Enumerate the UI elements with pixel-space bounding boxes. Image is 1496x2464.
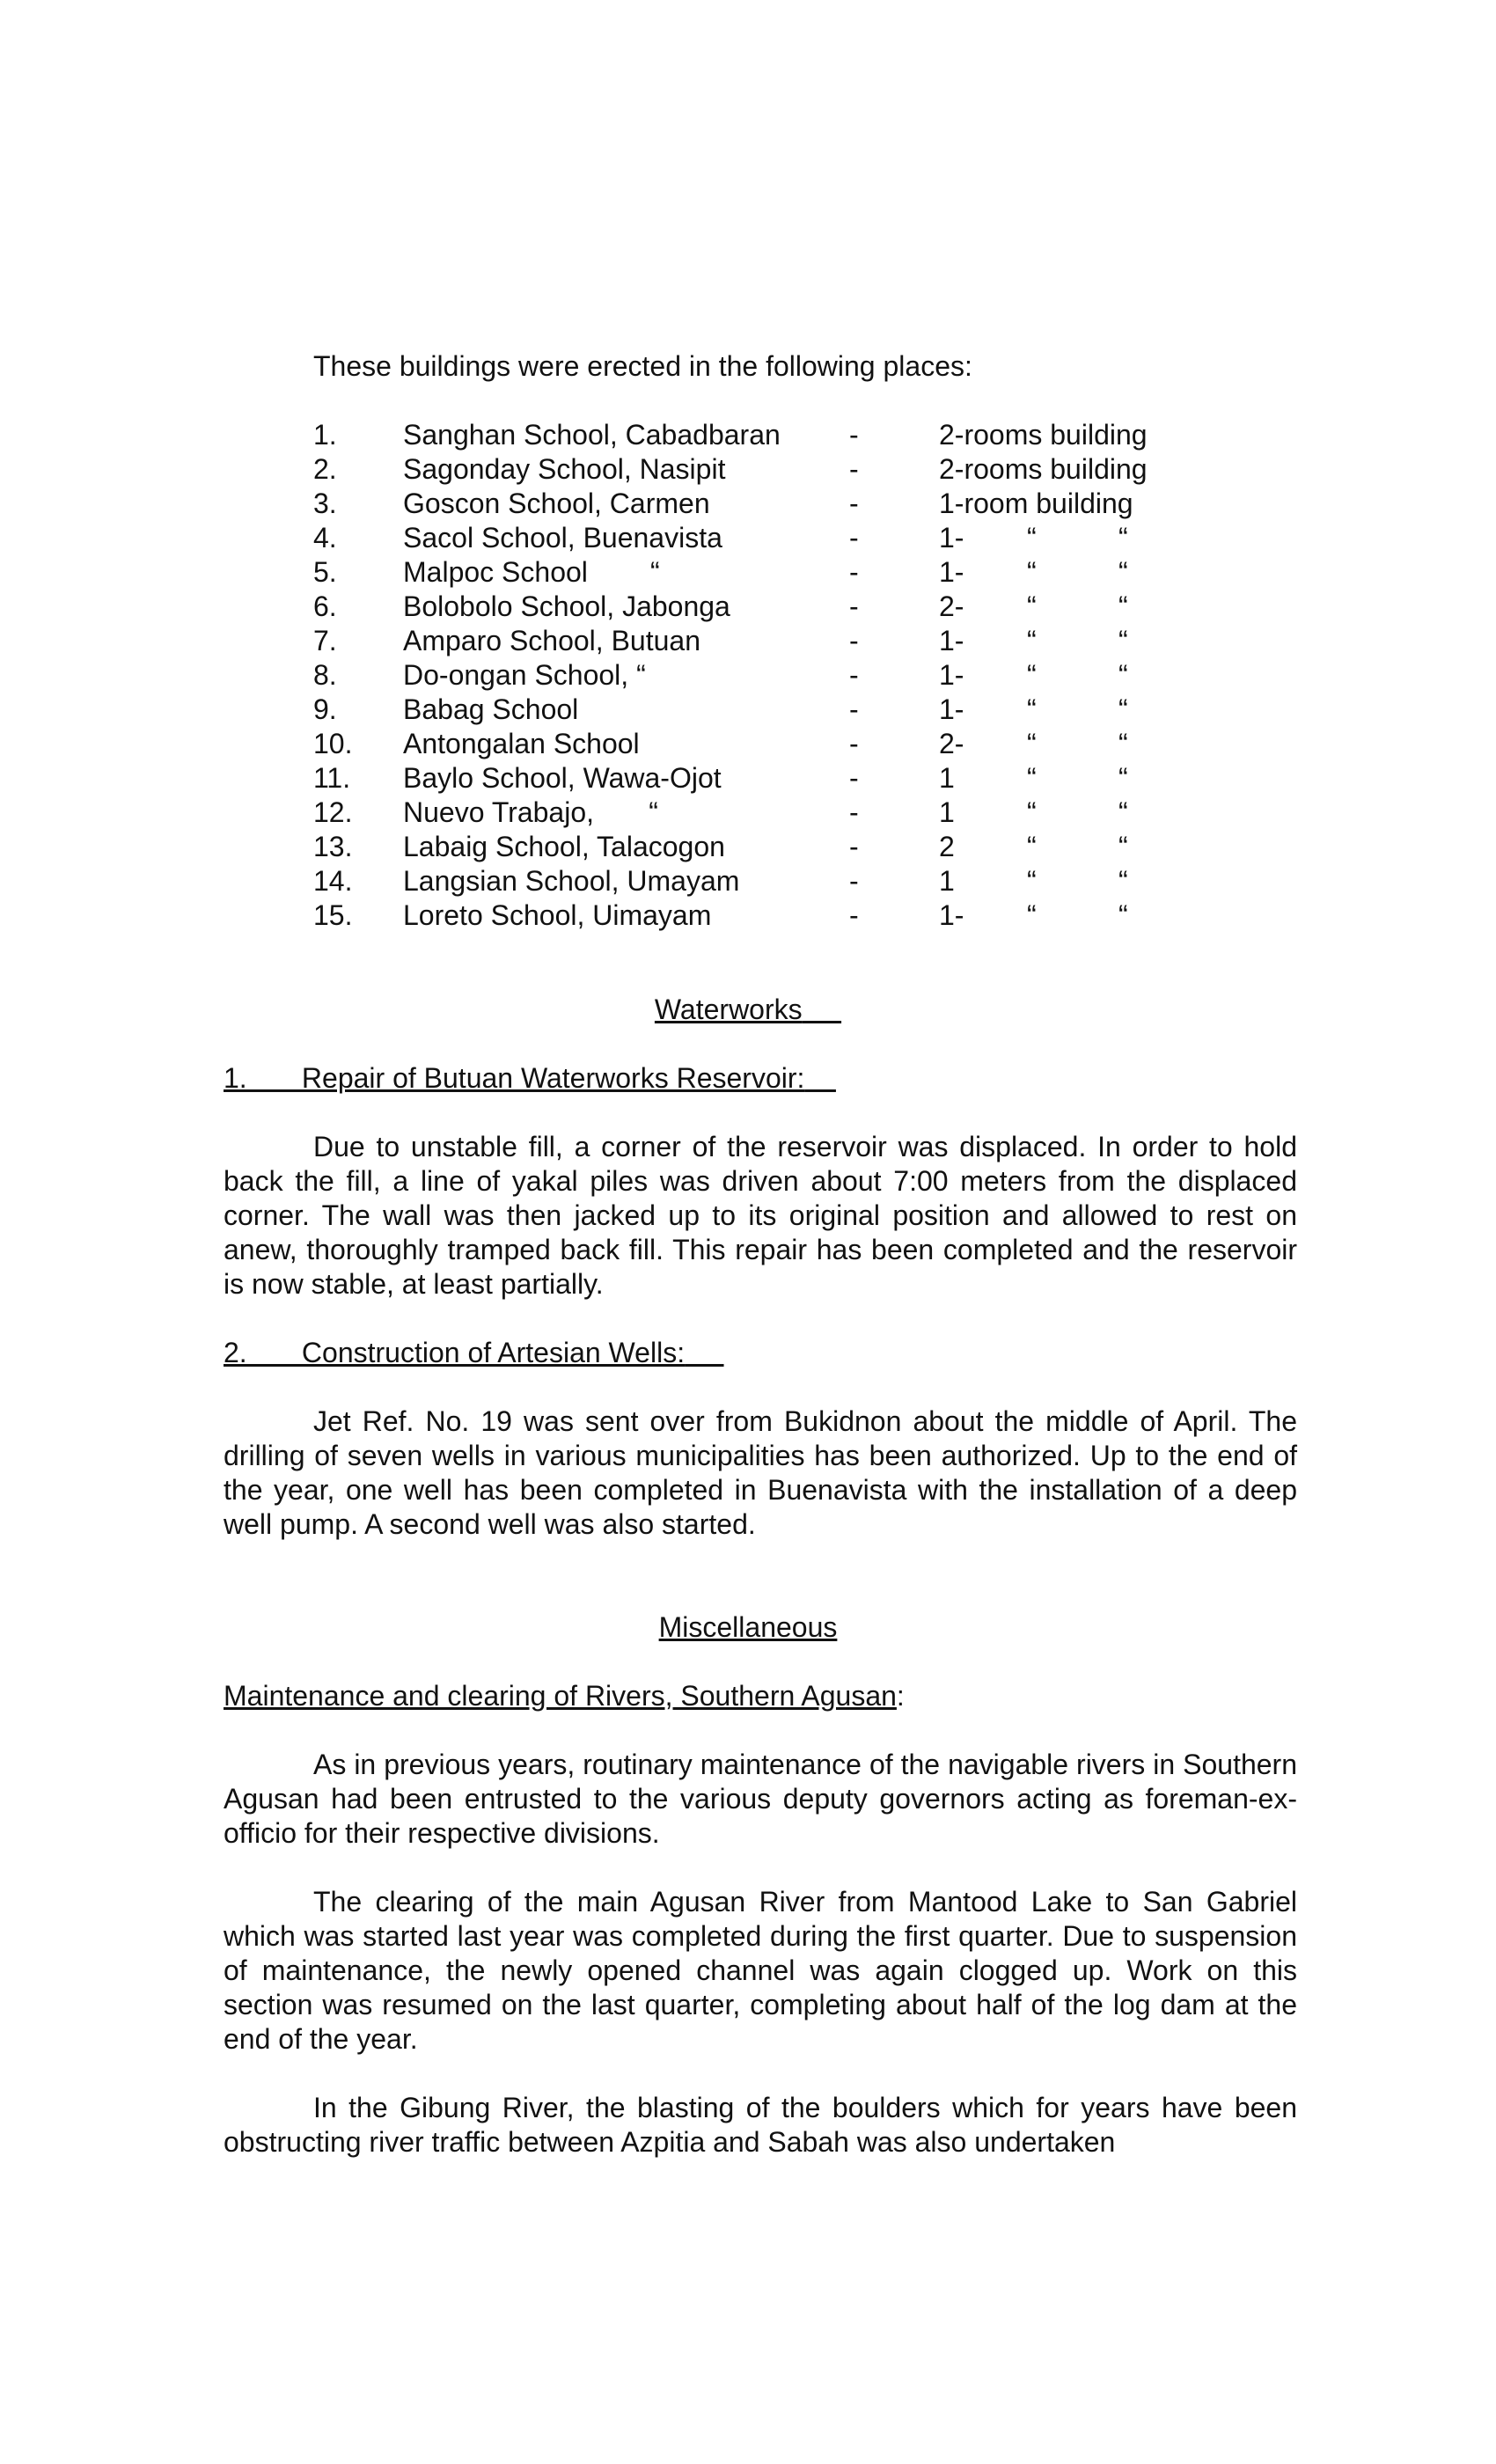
building-number: 12. xyxy=(313,796,353,828)
ditto-mark: “ xyxy=(1118,693,1128,725)
building-number: 10. xyxy=(313,728,353,759)
building-row xyxy=(313,658,1237,693)
building-dash: - xyxy=(849,625,859,656)
building-dash: - xyxy=(849,762,859,794)
building-name: Sagonday School, Nasipit xyxy=(403,453,726,485)
ditto-mark: “ xyxy=(1027,625,1037,656)
building-row xyxy=(313,487,1237,521)
building-number: 3. xyxy=(313,488,337,519)
heading-underline-tail xyxy=(803,994,841,1025)
waterworks-item1-heading xyxy=(224,1061,836,1096)
building-number: 5. xyxy=(313,556,337,588)
building-number: 9. xyxy=(313,693,337,725)
building-row xyxy=(313,693,1237,727)
ditto-mark: “ xyxy=(1118,796,1128,828)
building-size: 2 xyxy=(939,831,955,862)
building-number: 7. xyxy=(313,625,337,656)
building-name: Baylo School, Wawa-Ojot xyxy=(403,762,722,794)
building-name: Do-ongan School, “ xyxy=(403,659,646,691)
building-name: Sanghan School, Cabadbaran xyxy=(403,419,781,451)
building-size: 2- xyxy=(939,590,964,622)
building-size: 2-rooms building xyxy=(939,419,1148,451)
building-name: Bolobolo School, Jabonga xyxy=(403,590,730,622)
building-name: Nuevo Trabajo, “ xyxy=(403,796,658,828)
building-name: Amparo School, Butuan xyxy=(403,625,700,656)
building-size: 2- xyxy=(939,728,964,759)
ditto-mark: “ xyxy=(1027,728,1037,759)
building-size: 1 xyxy=(939,762,955,794)
building-row xyxy=(313,761,1237,796)
building-dash: - xyxy=(849,693,859,725)
rivers-paragraph-1: As in previous years, routinary maintenance of the navigable rivers in Southern Agusan had been entrusted to the various deputy governors acting as foreman-ex-officio for their respective divisions. xyxy=(224,1749,1297,1849)
building-row xyxy=(313,418,1237,452)
building-dash: - xyxy=(849,556,859,588)
building-size: 1- xyxy=(939,522,964,554)
waterworks-item1-heading-text: 1. Repair of Butuan Waterworks Reservoir: xyxy=(224,1062,805,1094)
building-size: 1- xyxy=(939,899,964,931)
building-row xyxy=(313,796,1237,830)
building-row xyxy=(313,830,1237,864)
ditto-mark: “ xyxy=(1027,762,1037,794)
rivers-sub-heading-text: Maintenance and clearing of Rivers, Southern Agusan xyxy=(224,1680,897,1712)
building-row xyxy=(313,624,1237,658)
building-number: 13. xyxy=(313,831,353,862)
building-dash: - xyxy=(849,453,859,485)
building-dash: - xyxy=(849,488,859,519)
building-dash: - xyxy=(849,796,859,828)
building-row xyxy=(313,452,1237,487)
building-dash: - xyxy=(849,899,859,931)
miscellaneous-heading-text: Miscellaneous xyxy=(658,1611,838,1643)
building-name: Goscon School, Carmen xyxy=(403,488,710,519)
building-row xyxy=(313,521,1237,555)
ditto-mark: “ xyxy=(1118,865,1128,897)
waterworks-item2-paragraph: Jet Ref. No. 19 was sent over from Bukidnon about the middle of April. The drilling of seven wells in various municipalities has been authorized. Up to the end of the year, one well has been completed in Buenavista with the installation of a deep well pump. A second well was also started. xyxy=(224,1405,1297,1540)
ditto-mark: “ xyxy=(1027,659,1037,691)
building-number: 6. xyxy=(313,590,337,622)
building-size: 1 xyxy=(939,865,955,897)
ditto-mark: “ xyxy=(1027,556,1037,588)
ditto-mark: “ xyxy=(1118,728,1128,759)
building-number: 15. xyxy=(313,899,353,931)
building-size: 1 xyxy=(939,796,955,828)
building-dash: - xyxy=(849,831,859,862)
rivers-sub-heading xyxy=(224,1679,905,1713)
ditto-mark: “ xyxy=(1027,899,1037,931)
building-size: 1- xyxy=(939,659,964,691)
building-number: 1. xyxy=(313,419,337,451)
building-row xyxy=(313,864,1237,898)
waterworks-item1-paragraph: Due to unstable fill, a corner of the reservoir was displaced. In order to hold back the fill, a line of yakal piles was driven about 7:00 meters from the displaced corner. The wall was then jacked up to its original position and allowed to rest on anew, thoroughly tramped back fill. This repair has been completed and the reservoir is now stable, at least partially. xyxy=(224,1131,1297,1300)
building-number: 14. xyxy=(313,865,353,897)
building-name: Langsian School, Umayam xyxy=(403,865,740,897)
building-row xyxy=(313,555,1237,590)
building-name: Labaig School, Talacogon xyxy=(403,831,725,862)
building-number: 2. xyxy=(313,453,337,485)
building-size: 1- xyxy=(939,556,964,588)
building-dash: - xyxy=(849,659,859,691)
waterworks-heading-text: Waterworks xyxy=(654,994,803,1025)
building-row xyxy=(313,727,1237,761)
ditto-mark: “ xyxy=(1027,590,1037,622)
building-dash: - xyxy=(849,865,859,897)
building-dash: - xyxy=(849,419,859,451)
building-name: Malpoc School “ xyxy=(403,556,660,588)
ditto-mark: “ xyxy=(1118,762,1128,794)
building-row xyxy=(313,590,1237,624)
building-number: 4. xyxy=(313,522,337,554)
building-dash: - xyxy=(849,728,859,759)
building-name: Antongalan School xyxy=(403,728,640,759)
ditto-mark: “ xyxy=(1027,865,1037,897)
ditto-mark: “ xyxy=(1027,831,1037,862)
building-number: 8. xyxy=(313,659,337,691)
building-dash: - xyxy=(849,590,859,622)
building-size: 1-room building xyxy=(939,488,1133,519)
ditto-mark: “ xyxy=(1118,899,1128,931)
building-size: 1- xyxy=(939,693,964,725)
rivers-paragraph-2: The clearing of the main Agusan River from Mantood Lake to San Gabriel which was started last year was completed during the first quarter. Due to suspension of maintenance, the newly opened channel was again clogged up. Work on this section was resumed on the last quarter, completing about half of the log dam at the end of the year. xyxy=(224,1886,1297,2055)
building-number: 11. xyxy=(313,762,351,794)
rivers-sub-heading-colon: : xyxy=(896,1680,905,1712)
ditto-mark: “ xyxy=(1118,831,1128,862)
building-size: 2-rooms building xyxy=(939,453,1148,485)
ditto-mark: “ xyxy=(1027,796,1037,828)
waterworks-item2-heading xyxy=(224,1336,724,1370)
ditto-mark: “ xyxy=(1118,625,1128,656)
ditto-mark: “ xyxy=(1027,693,1037,725)
ditto-mark: “ xyxy=(1118,590,1128,622)
ditto-mark: “ xyxy=(1118,659,1128,691)
rivers-paragraph-3: In the Gibung River, the blasting of the boulders which for years have been obstructing river traffic between Azpitia and Sabah was also undertaken xyxy=(224,2092,1297,2158)
ditto-mark: “ xyxy=(1118,556,1128,588)
waterworks-heading xyxy=(0,993,1496,1027)
building-size: 1- xyxy=(939,625,964,656)
buildings-list xyxy=(313,418,1237,933)
building-row xyxy=(313,898,1237,933)
building-name: Babag School xyxy=(403,693,579,725)
ditto-mark: “ xyxy=(1027,522,1037,554)
building-name: Loreto School, Uimayam xyxy=(403,899,712,931)
intro-text: These buildings were erected in the following places: xyxy=(313,350,972,382)
building-dash: - xyxy=(849,522,859,554)
waterworks-item2-heading-text: 2. Construction of Artesian Wells: xyxy=(224,1337,686,1368)
building-name: Sacol School, Buenavista xyxy=(403,522,722,554)
miscellaneous-heading xyxy=(0,1610,1496,1645)
ditto-mark: “ xyxy=(1118,522,1128,554)
